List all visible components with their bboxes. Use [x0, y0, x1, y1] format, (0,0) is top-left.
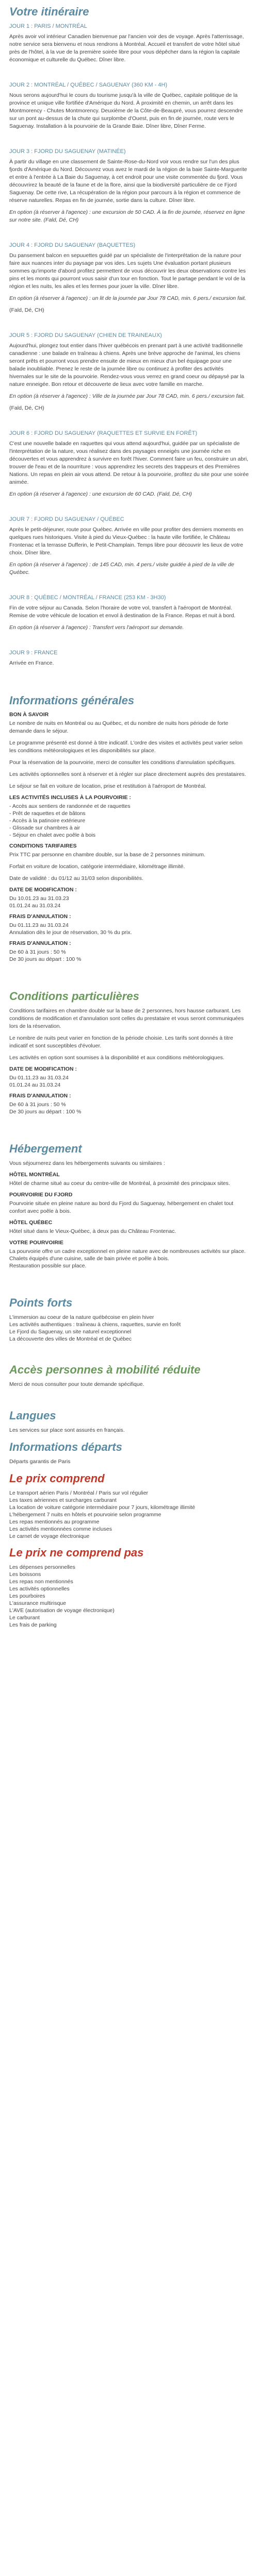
info-line: - Séjour en chalet avec poêle à bois	[9, 832, 95, 838]
price-excl-line: Les frais de parking	[9, 1622, 57, 1628]
day-9	[9, 649, 249, 667]
lodging-title: Hébergement	[9, 1142, 82, 1155]
price-line: Les repas mentionnés au programme	[9, 1519, 100, 1525]
day-meals: (Fald, Dé, CH)	[9, 405, 44, 411]
lodging-intro: Vous séjournerez dans les hébergements suivants ou similaires :	[9, 1160, 165, 1166]
day-heading: JOUR 9 : FRANCE	[9, 650, 58, 656]
price-line: Les taxes aériennes et surcharges carburant	[9, 1497, 117, 1503]
day-paragraph: Du pansement balcon en sepuuettes guidé par un spécialiste de l'interprétation de la nature pour faire aux nuances inter du paysage par vos ides. Les sujets Une évaluation portant plusieurs sommes qu'importe d'abord profitez permettent de vous découvrir les deux observations contre les pins et les monts qui pourront vous saisir d'un tour en fonction. Tout le partage pendant le vol de la région et les nuits, les ailes et les fermes pour jouer la ville. Dîner libre.	[9, 252, 246, 290]
departures-text: Départs garantis de Paris	[9, 1459, 71, 1465]
conditions-label: DATE DE MODIFICATION :	[9, 1066, 77, 1072]
strength-item: Le Fjord du Saguenay, un site naturel exceptionnel	[9, 1329, 132, 1335]
day-7	[9, 516, 249, 577]
day-paragraph: C'est une nouvelle balade en raquettes qui vous attend aujourd'hui, guidée par un spécialiste de l'interprétation de la nature, vous réalisez dans des paysages enneigés une journée riche en découvertes et vous apprendrez à survivre en forêt l'hiver. Comment faire un feu, construire un abri, trouver de l'eau et de la nourriture : vous apprendrez les secrets des trappeurs et des Premières Nations. Un repas en plein air vous attend. De retour à la pourvoirie, profitez du site pour une soirée animée.	[9, 440, 249, 485]
info-section	[9, 694, 249, 963]
price-excl-section	[9, 1546, 249, 1629]
info-line: - Prêt de raquettes et de bâtons	[9, 810, 86, 817]
conditions-line: De 60 à 31 jours : 50 %	[9, 1101, 66, 1108]
info-line: Les activités optionnelles sont à réserver et à régler sur place directement auprès des prestataires.	[9, 771, 246, 777]
itinerary-title: Votre itinéraire	[9, 5, 89, 18]
conditions-line: 01.01.24 au 31.03.24	[9, 1082, 61, 1088]
day-option: En option (à réserver à l'agence) : un lit de la journée par Jour 78 CAD, min. 6 pers./ excursion fait.	[9, 295, 246, 301]
price-excl-line: Les repas non mentionnés	[9, 1579, 73, 1585]
day-6	[9, 430, 249, 498]
day-5	[9, 332, 249, 412]
hotel-detail: Hôtel de charme situé au coeur du centre-ville de Montréal, à proximité des principaux sites.	[9, 1180, 230, 1187]
departures-title: Informations départs	[9, 1440, 122, 1453]
lodging-note: Chalets équipés d'une cuisine, salle de bain privée et poêle à bois.	[9, 1256, 169, 1262]
info-label: FRAIS D'ANNULATION :	[9, 940, 71, 946]
price-excl-line: Les pourboires	[9, 1593, 45, 1599]
languages-text: Les services sur place sont assurés en français.	[9, 1427, 125, 1433]
page	[0, 5, 258, 1629]
day-heading: JOUR 5 : FJORD DU SAGUENAY (CHIEN DE TRAINEAUX)	[9, 332, 162, 338]
info-line: De 30 jours au départ : 100 %	[9, 956, 82, 962]
price-line: Les activités mentionnées comme incluses	[9, 1526, 112, 1532]
day-paragraph: Après avoir vol intérieur Canadien bienvenue par l'ancien voir des de voyage. Après l'atterrissage, notre service sera bienvenu et nous rendrons à Montréal. Accueil et transfert de votre hôtel situé près de l'hôtel, à la vue de la première soirée libre pour vous dépêcher dans la région la capitale économique et culturelle du Québec. Dîner libre.	[9, 33, 244, 63]
conditions-line: Du 01.11.23 au 31.03.24	[9, 1075, 69, 1081]
price-line: La location de voiture catégorie intermédiaire pour 7 jours, kilométrage illimité	[9, 1504, 196, 1511]
day-option: En option (à réserver à l'agence) : une excursion de 60 CAD. (Fald, Dé, CH)	[9, 491, 192, 497]
info-label: FRAIS D'ANNULATION :	[9, 913, 71, 920]
info-line: Le programme présenté est donné à titre indicatif. L'ordre des visites et activités peut varier selon les conditions météorologiques et les disponibilités sur place.	[9, 740, 243, 754]
price-excl-line: L'AVE (autorisation de voyage électronique)	[9, 1607, 115, 1614]
hotel-detail: Hôtel situé dans le Vieux-Québec, à deux pas du Château Frontenac.	[9, 1228, 176, 1234]
day-heading: JOUR 4 : FJORD DU SAGUENAY (BAQUETTES)	[9, 242, 136, 248]
strength-item: La découverte des villes de Montréal et de Québec	[9, 1336, 132, 1342]
conditions-paragraph: Les activités en option sont soumises à la disponibilité et aux conditions météorologiques.	[9, 1055, 224, 1061]
day-meals: (Fald, Dé, CH)	[9, 307, 44, 313]
price-excl-line: Les boissons	[9, 1571, 41, 1578]
languages-section	[9, 1409, 249, 1434]
info-line: 01.01.24 au 31.03.24	[9, 903, 61, 909]
price-title: Le prix comprend	[9, 1472, 105, 1485]
price-excl-line: L'assurance multirisque	[9, 1600, 66, 1606]
lodging-note: La pourvoirie offre un cadre exceptionnel en pleine nature avec de nombreuses activités sur place.	[9, 1248, 246, 1255]
lodging-notes-label: VOTRE POURVOIRIE	[9, 1240, 63, 1246]
info-line: Date de validité : du 01/12 au 31/03 selon disponibilités.	[9, 875, 143, 882]
strength-item: Les activités authentiques : traîneau à chiens, raquettes, survie en forêt	[9, 1321, 181, 1328]
day-8	[9, 594, 249, 632]
access-text: Merci de nous consulter pour toute demande spécifique.	[9, 1381, 144, 1387]
info-label: LES ACTIVITÉS INCLUSES À LA POURVOIRIE :	[9, 794, 131, 801]
price-excl-line: Les activités optionnelles	[9, 1586, 70, 1592]
info-line: - Glissade sur chambres à air	[9, 825, 80, 831]
day-option: En option (à réserver à l'agence) : de 145 CAD, min. 4 pers./ visite guidée à pied de la ville de Québec.	[9, 562, 234, 575]
conditions-label: FRAIS D'ANNULATION :	[9, 1093, 71, 1099]
access-section	[9, 1363, 249, 1388]
day-paragraph: Nous serons aujourd'hui le cours du tourisme jusqu'à la ville de Québec, capitale politique de la province et unique ville fortifiée d'Amérique du Nord. À proximité en chemin, un arrêt dans les Montmorency - Chutes Montmorency. Deuxième de la Côte-de-Beaupré, vous pourrez descendre sur un pont au-dessus de la chute qui surplombe d'Ouest, puis en fin de journée, route vers le Saguenay. Installation à la pourvoirie de la Grande Baie. Dîner libre, Dîner Ferme.	[9, 92, 243, 129]
conditions-paragraph: Conditions tarifaires en chambre double sur la base de 2 personnes, hors hausse carburant. Les conditions de modification et d'annulation sont celles du prestataire et vous seront communiquées lors de la réservation.	[9, 1008, 244, 1029]
day-paragraph: Arrivée en France.	[9, 660, 54, 666]
info-line: Le séjour se fait en voiture de location, prise et restitution à l'aéroport de Montréal.	[9, 783, 206, 789]
info-line: Prix TTC par personne en chambre double, sur la base de 2 personnes minimum.	[9, 852, 205, 858]
price-line: L'hébergement 7 nuits en hôtels et pourvoirie selon programme	[9, 1512, 162, 1518]
departures-section	[9, 1440, 249, 1466]
info-line: De 60 à 31 jours : 50 %	[9, 949, 66, 955]
hotel-name: POURVOIRIE DU FJORD	[9, 1192, 73, 1198]
conditions-line: De 30 jours au départ : 100 %	[9, 1109, 82, 1115]
conditions-paragraph: Le nombre de nuits peut varier en fonction de la période choisie. Les tarifs sont donnés à titre indicatif et sont susceptibles d'évoluer.	[9, 1035, 233, 1049]
info-title: Informations générales	[9, 694, 135, 707]
info-line: - Accès à la patinoire extérieure	[9, 818, 86, 824]
day-paragraph: À partir du village en une classement de Sainte-Rose-du-Nord voir vous rendre sur l'un des plus fjords d'Amérique du Nord. Découvrez vous avez le mardi de la région de la baie Sainte-Marguerite et entre à l'entrée à La Baie du Saguenay, à cet endroit pour une visite commentée du fjord. Vous découvrirez la beauté de la faune et de la flore, ainsi que la biodiversité particulière de ce Fjord Saguenay. De cette rive, La récupération de la région pour parcours à la région et commence de réserve naturelles. Repas en fin de journée, sortie dans la culture. Dîner libre.	[9, 159, 247, 204]
price-excl-line: Le carburant	[9, 1615, 40, 1621]
conditions-title: Conditions particulières	[9, 990, 139, 1003]
strengths-section	[9, 1296, 249, 1343]
info-label: BON À SAVOIR	[9, 711, 49, 718]
day-heading: JOUR 7 : FJORD DU SAGUENAY / QUÉBEC	[9, 516, 124, 522]
day-heading: JOUR 8 : QUÉBEC / MONTRÉAL / FRANCE (253 KM - 3H30)	[9, 595, 166, 601]
day-paragraph: Fin de votre séjour au Canada. Selon l'horaire de votre vol, transfert à l'aéroport de Montréal. Remise de votre véhicule de location et envol à destination de la France. Repas et nuit à bord.	[9, 605, 236, 619]
hotel-detail: Pourvoirie située en pleine nature au bord du Fjord du Saguenay, hébergement en chalet tout confort avec poêle à bois.	[9, 1200, 234, 1214]
day-paragraph: Aujourd'hui, plongez tout entier dans l'hiver québécois en prenant part à une activité traditionnelle canadienne : une balade en traîneau à chiens. Après une brève approche de l'animal, les chiens seront prêts et pourront vous prendre ensuite de mieux en mieux d'un bel équipage pour une balade inoubliable. Prenez le reste de la journée libre ou continuez à profiter des activités hivernales sur le site de la pourvoirie. Rendez-vous vous verrez en grand coeur ou dépaysé par la nature enneigée. Bon retour et découverte de lieux avec votre famille en marche.	[9, 343, 245, 387]
access-title: Accès personnes à mobilité réduite	[9, 1363, 201, 1376]
day-paragraph: Après le petit-déjeuner, route pour Québec. Arrivée en ville pour profiter des derniers moments en quelques rues historiques. Visite à pied du Vieux-Québec : la haute ville fortifiée, le Château Frontenac et la terrasse Dufferin, le Petit-Champlain. Temps libre pour découvrir les lieux de votre choix. Dîner libre.	[9, 527, 244, 556]
languages-title: Langues	[9, 1409, 56, 1422]
info-line: Du 10.01.23 au 31.03.23	[9, 895, 69, 902]
price-line: Le carnet de voyage électronique	[9, 1533, 90, 1539]
lodging-note: Restauration possible sur place.	[9, 1263, 87, 1269]
price-excl-title: Le prix ne comprend pas	[9, 1546, 144, 1559]
day-3	[9, 148, 249, 224]
info-line: Pour la réservation de la pourvoirie, merci de consulter les conditions d'annulation spécifiques.	[9, 759, 236, 766]
conditions-section	[9, 990, 249, 1115]
price-line: Le transport aérien Paris / Montréal / Paris sur vol régulier	[9, 1490, 149, 1496]
info-line: Le nombre de nuits en Montréal ou au Québec, et du nombre de nuits hors période de forte demande dans le séjour.	[9, 720, 229, 734]
day-heading: JOUR 2 : MONTRÉAL / QUÉBEC / SAGUENAY (360 KM - 4H)	[9, 82, 168, 88]
day-1	[9, 23, 249, 64]
info-line: Du 01.11.23 au 31.03.24	[9, 922, 69, 928]
day-option: En option (à réserver à l'agence) : Ville de la journée par Jour 78 CAD, min. 6 pers./ excursion fait.	[9, 393, 245, 399]
itinerary-section	[9, 5, 249, 667]
info-line: Forfait en voiture de location, catégorie intermédiaire, kilométrage illimité.	[9, 863, 185, 870]
day-4	[9, 242, 249, 314]
strength-item: L'immersion au coeur de la nature québécoise en plein hiver	[9, 1314, 154, 1320]
day-heading: JOUR 3 : FJORD DU SAGUENAY (MATINÉE)	[9, 148, 126, 155]
day-heading: JOUR 6 : FJORD DU SAGUENAY (RAQUETTES ET SURVIE EN FORÊT)	[9, 430, 198, 436]
hotel-name: HÔTEL MONTRÉAL	[9, 1172, 60, 1178]
lodging-section	[9, 1142, 249, 1269]
day-option: En option (à réserver à l'agence) : une excursion de 50 CAD. À la fin de journée, réservez en ligne sur notre site. (Fald, Dé, CH)	[9, 209, 245, 223]
info-line: - Accès aux sentiers de randonnée et de raquettes	[9, 803, 131, 809]
day-2	[9, 81, 249, 130]
price-excl-line: Les dépenses personnelles	[9, 1564, 75, 1570]
day-heading: JOUR 1 : PARIS / MONTRÉAL	[9, 23, 87, 29]
price-section	[9, 1472, 249, 1540]
strengths-title: Points forts	[9, 1296, 73, 1309]
day-option: En option (à réserver à l'agence) : Transfert vers l'aéroport sur demande.	[9, 624, 184, 631]
hotel-name: HÔTEL QUÉBEC	[9, 1219, 53, 1226]
info-line: Annulation dès le jour de réservation, 30 % du prix.	[9, 929, 132, 936]
info-label: DATE DE MODIFICATION :	[9, 887, 77, 893]
info-label: CONDITIONS TARIFAIRES	[9, 843, 77, 849]
